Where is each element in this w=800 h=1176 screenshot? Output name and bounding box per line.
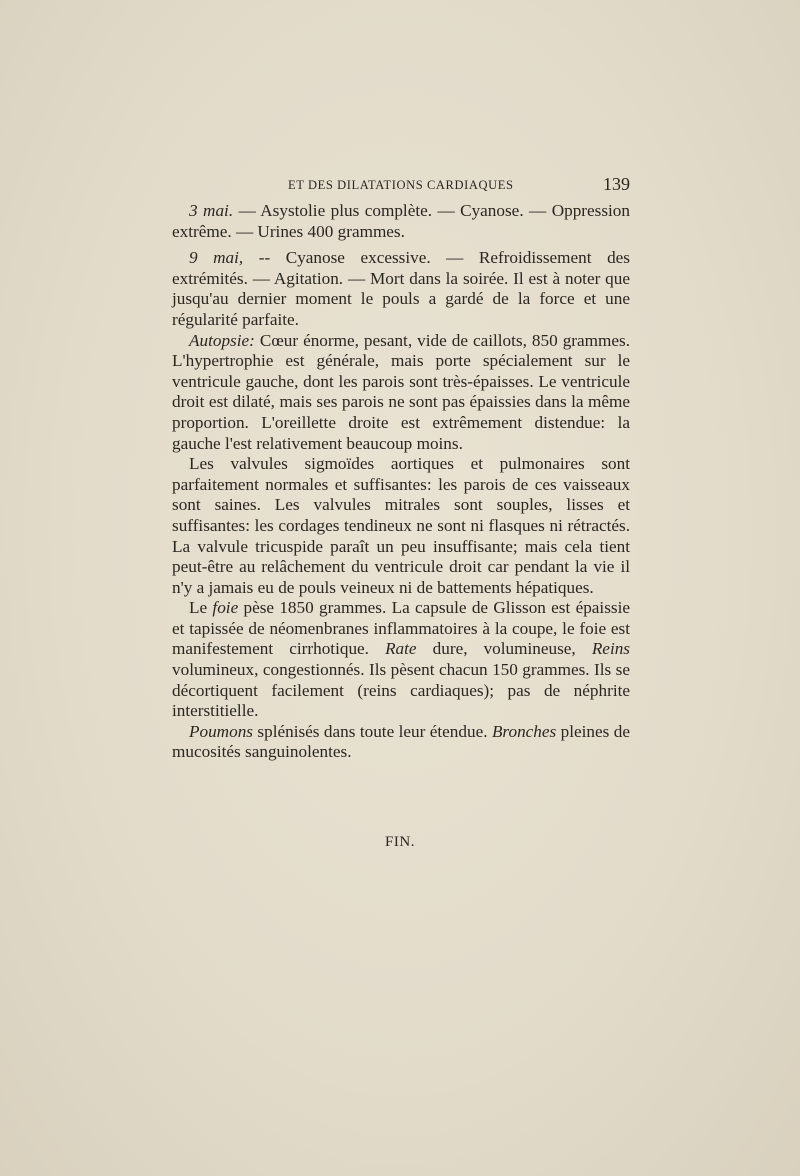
organ-label: Poumons [189, 721, 253, 741]
paragraph-text: Les valvules sigmoïdes aortiques et pulmonaires sont parfaitement normales et suffisantes: les parois de ces vaisseaux sont saines. Les valvules mitrales sont souples, lisses et suffisantes: les cordages tendineux ne sont ni flasques ni rétractés. La valvule tricuspide paraît un peu insuffisante; mais cela tient peut-être au relâchement du ventricule droit car pendant la vie il n'y a jamais eu de pouls veineux ni de battements hépatiques. [172, 454, 630, 597]
paragraph-text: Le [189, 598, 213, 618]
section-label: Autopsie: [189, 330, 255, 350]
body-text [172, 201, 630, 763]
date-label: 3 mai. [189, 201, 234, 220]
page-number: 139 [603, 174, 630, 194]
paragraph-text: splénisés dans toute leur étendue. [252, 721, 492, 741]
paragraph-poumons [172, 722, 630, 763]
paragraph-text: volumineux, congestionnés. Ils pèsent chacun 150 grammes. Ils se décortiquent facilement (reins cardiaques); pas de néphrite interstitielle. [172, 660, 630, 721]
paragraph-text: — Asystolie plus complète. — Cyanose. — Oppression extrême. — Urines 400 grammes. [172, 201, 630, 241]
organ-label: Reins [591, 639, 630, 659]
paragraph-autopsie [172, 331, 630, 455]
organ-label: foie [212, 598, 239, 618]
paragraph-text: -- Cyanose excessive. — Refroidissement des extrémités. — Agitation. — Mort dans la soirée. Il est à noter que jusqu'au dernier moment le pouls a gardé de la force et une régularité parfaite. [172, 248, 630, 329]
page-header [172, 176, 630, 196]
paragraph-text: Cœur énorme, pesant, vide de caillots, 850 grammes. L'hypertrophie est générale, mais porte spécialement sur le ventricule gauche, dont les parois sont très-épaisses. Le ventricule droit est dilaté, mais ses parois ne sont pas épaissies dans la même proportion. L'oreillette droite est extrêmement distendue: la gauche l'est relativement beaucoup moins. [172, 330, 630, 453]
organ-label: Rate [385, 639, 417, 659]
running-head: ET DES DILATATIONS CARDIAQUES [288, 178, 514, 192]
paragraph-9-mai [172, 248, 630, 330]
paragraph-foie [172, 598, 630, 722]
paragraph-valvules [172, 454, 630, 598]
paragraph-text: pleines de mucosités sanguinolentes. [172, 721, 630, 762]
paragraph-3-mai [172, 201, 630, 242]
fin-label: FIN. [385, 834, 415, 850]
date-label: 9 mai, [189, 248, 244, 268]
organ-label: Bronches [491, 721, 557, 741]
paragraph-text: dure, volumineuse, [416, 639, 592, 659]
paragraph-text: pèse 1850 grammes. La capsule de Glisson est épaissie et tapissée de néomenbranes inflammatoires à la coupe, le foie est manifestement cirrhotique. [172, 598, 630, 659]
